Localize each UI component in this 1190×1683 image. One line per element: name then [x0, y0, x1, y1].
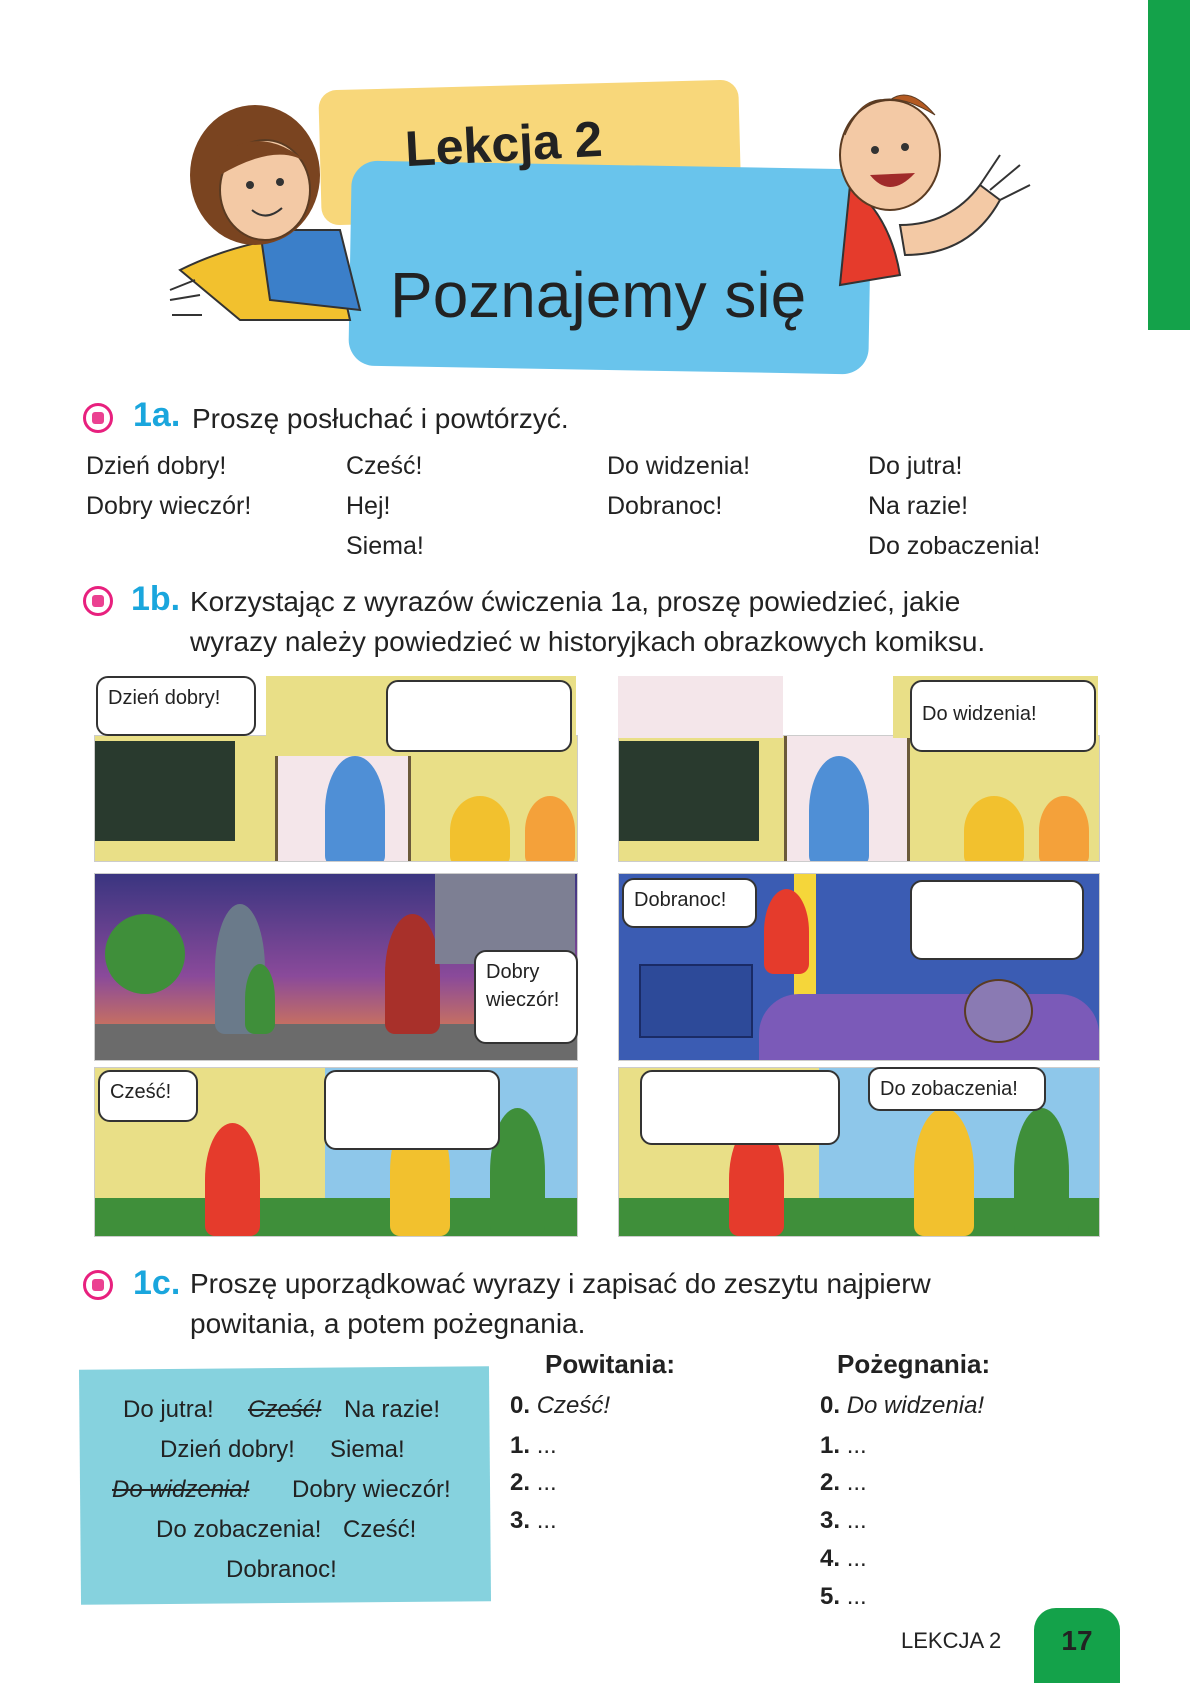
exercise-1a-number: 1a. — [133, 396, 181, 434]
farewell-item — [820, 1545, 867, 1573]
word-item: Na razie! — [868, 492, 969, 520]
chapter-side-tab — [1148, 0, 1190, 330]
item-number: 1. — [510, 1432, 531, 1459]
student-figure — [525, 796, 575, 862]
teacher-figure — [325, 756, 385, 862]
farewell-item — [820, 1583, 867, 1611]
word-bank-item: Cześć! — [343, 1516, 417, 1543]
word-bank-item: Na razie! — [344, 1396, 441, 1423]
speech-icon — [83, 586, 113, 616]
student-figure — [1039, 796, 1089, 862]
speech-icon — [83, 1270, 113, 1300]
empty-speech-bubble — [910, 880, 1084, 960]
exercise-1b-instruction-line1: Korzystając z wyrazów ćwiczenia 1a, proszę powiedzieć, jakie — [190, 586, 961, 617]
footer-lesson-label: LEKCJA 2 — [901, 1628, 1002, 1653]
item-number: 4. — [820, 1545, 841, 1572]
girl-figure — [205, 1123, 260, 1236]
item-text: ... — [846, 1583, 867, 1610]
child-figure — [245, 964, 275, 1034]
word-item: Dzień dobry! — [86, 452, 227, 480]
item-text: Do widzenia! — [846, 1392, 985, 1419]
headphones-icon — [83, 403, 113, 433]
bed-blanket — [759, 994, 1099, 1061]
bubble-text: Cześć! — [110, 1081, 172, 1103]
word-item: Do jutra! — [868, 452, 963, 480]
tree — [105, 914, 185, 994]
greeting-item — [510, 1507, 557, 1535]
comic-panel-2 — [618, 735, 1100, 862]
item-number: 0. — [820, 1392, 841, 1419]
farewell-item — [820, 1469, 867, 1497]
exercise-1c-number: 1c. — [133, 1264, 181, 1302]
speech-bubble — [868, 1067, 1046, 1111]
item-text: ... — [536, 1432, 557, 1459]
exercise-1c-instruction-line2: powitania, a potem pożegnania. — [190, 1308, 586, 1339]
word-item: Cześć! — [346, 452, 423, 480]
item-number: 3. — [510, 1507, 531, 1534]
empty-speech-bubble — [386, 680, 572, 752]
item-text: ... — [536, 1469, 557, 1496]
farewell-item — [820, 1432, 867, 1460]
exercise-1b-number: 1b. — [131, 580, 181, 618]
word-bank-item: Dobranoc! — [226, 1556, 337, 1583]
word-item: Hej! — [346, 492, 391, 520]
student-figure — [964, 796, 1024, 862]
word-item: Do zobaczenia! — [868, 532, 1041, 560]
exercise-1a-instruction: Proszę posłuchać i powtórzyć. — [192, 403, 569, 434]
greeting-item — [510, 1392, 610, 1420]
word-item: Dobranoc! — [607, 492, 723, 520]
page-number: 17 — [1061, 1625, 1093, 1656]
girl-character-illustration — [160, 80, 380, 340]
greeting-item — [510, 1469, 557, 1497]
bubble-text: Do widzenia! — [922, 703, 1037, 725]
item-number: 3. — [820, 1507, 841, 1534]
word-item: Siema! — [346, 532, 424, 560]
speech-bubble — [98, 1070, 198, 1122]
boy-figure — [1014, 1108, 1069, 1236]
bubble-text: Dobranoc! — [634, 889, 727, 911]
item-number: 2. — [820, 1469, 841, 1496]
bubble-text: Dzień dobry! — [108, 687, 221, 709]
item-text: ... — [846, 1432, 867, 1459]
greetings-heading: Powitania: — [545, 1349, 676, 1379]
sleeping-boy-head — [964, 979, 1033, 1043]
desk — [639, 964, 753, 1038]
blackboard — [619, 741, 759, 841]
bubble-text: wieczór! — [486, 989, 560, 1011]
lesson-label: Lekcja 2 — [403, 110, 604, 178]
speech-bubble — [474, 950, 578, 1044]
farewell-item — [820, 1392, 984, 1420]
exercise-1c-instruction-line1: Proszę uporządkować wyrazy i zapisać do zeszytu najpierw — [190, 1268, 931, 1299]
exercise-1b-instruction-line2: wyrazy należy powiedzieć w historyjkach obrazkowych komiksu. — [190, 626, 986, 657]
word-bank-item-crossed: Do widzenia! — [112, 1476, 250, 1503]
item-number: 1. — [820, 1432, 841, 1459]
word-item: Dobry wieczór! — [86, 492, 252, 520]
item-text: ... — [536, 1507, 557, 1534]
word-bank-item: Siema! — [330, 1436, 405, 1463]
item-text: ... — [846, 1469, 867, 1496]
word-bank-item: Do zobaczenia! — [156, 1516, 322, 1543]
empty-speech-bubble — [324, 1070, 500, 1150]
item-text: ... — [846, 1545, 867, 1572]
bubble-text: Dobry — [486, 961, 540, 983]
teacher-figure — [809, 756, 869, 862]
word-bank-item: Dzień dobry! — [160, 1436, 295, 1463]
word-bank-item: Dobry wieczór! — [292, 1476, 451, 1503]
grandmother-figure — [385, 914, 440, 1034]
speech-bubble — [910, 680, 1096, 752]
bubble-text: Do zobaczenia! — [880, 1078, 1018, 1100]
farewell-item — [820, 1507, 867, 1535]
empty-speech-bubble — [640, 1070, 840, 1145]
student-figure — [450, 796, 510, 862]
item-number: 2. — [510, 1469, 531, 1496]
item-number: 5. — [820, 1583, 841, 1610]
farewells-heading: Pożegnania: — [837, 1349, 991, 1379]
boy-character-illustration — [830, 75, 1050, 305]
mother-figure — [764, 889, 809, 974]
speech-bubble — [622, 878, 757, 928]
word-bank-item-crossed: Cześć! — [248, 1396, 322, 1423]
item-text: Cześć! — [536, 1392, 611, 1419]
blackboard — [95, 741, 235, 841]
speech-bubble — [96, 676, 256, 736]
boy-figure — [914, 1108, 974, 1236]
item-number: 0. — [510, 1392, 531, 1419]
comic-panel-2-wall — [618, 676, 783, 738]
item-text: ... — [846, 1507, 867, 1534]
word-bank-item: Do jutra! — [123, 1396, 214, 1423]
page-title: Poznajemy się — [390, 259, 807, 331]
greeting-item — [510, 1432, 557, 1460]
word-item: Do widzenia! — [607, 452, 751, 480]
